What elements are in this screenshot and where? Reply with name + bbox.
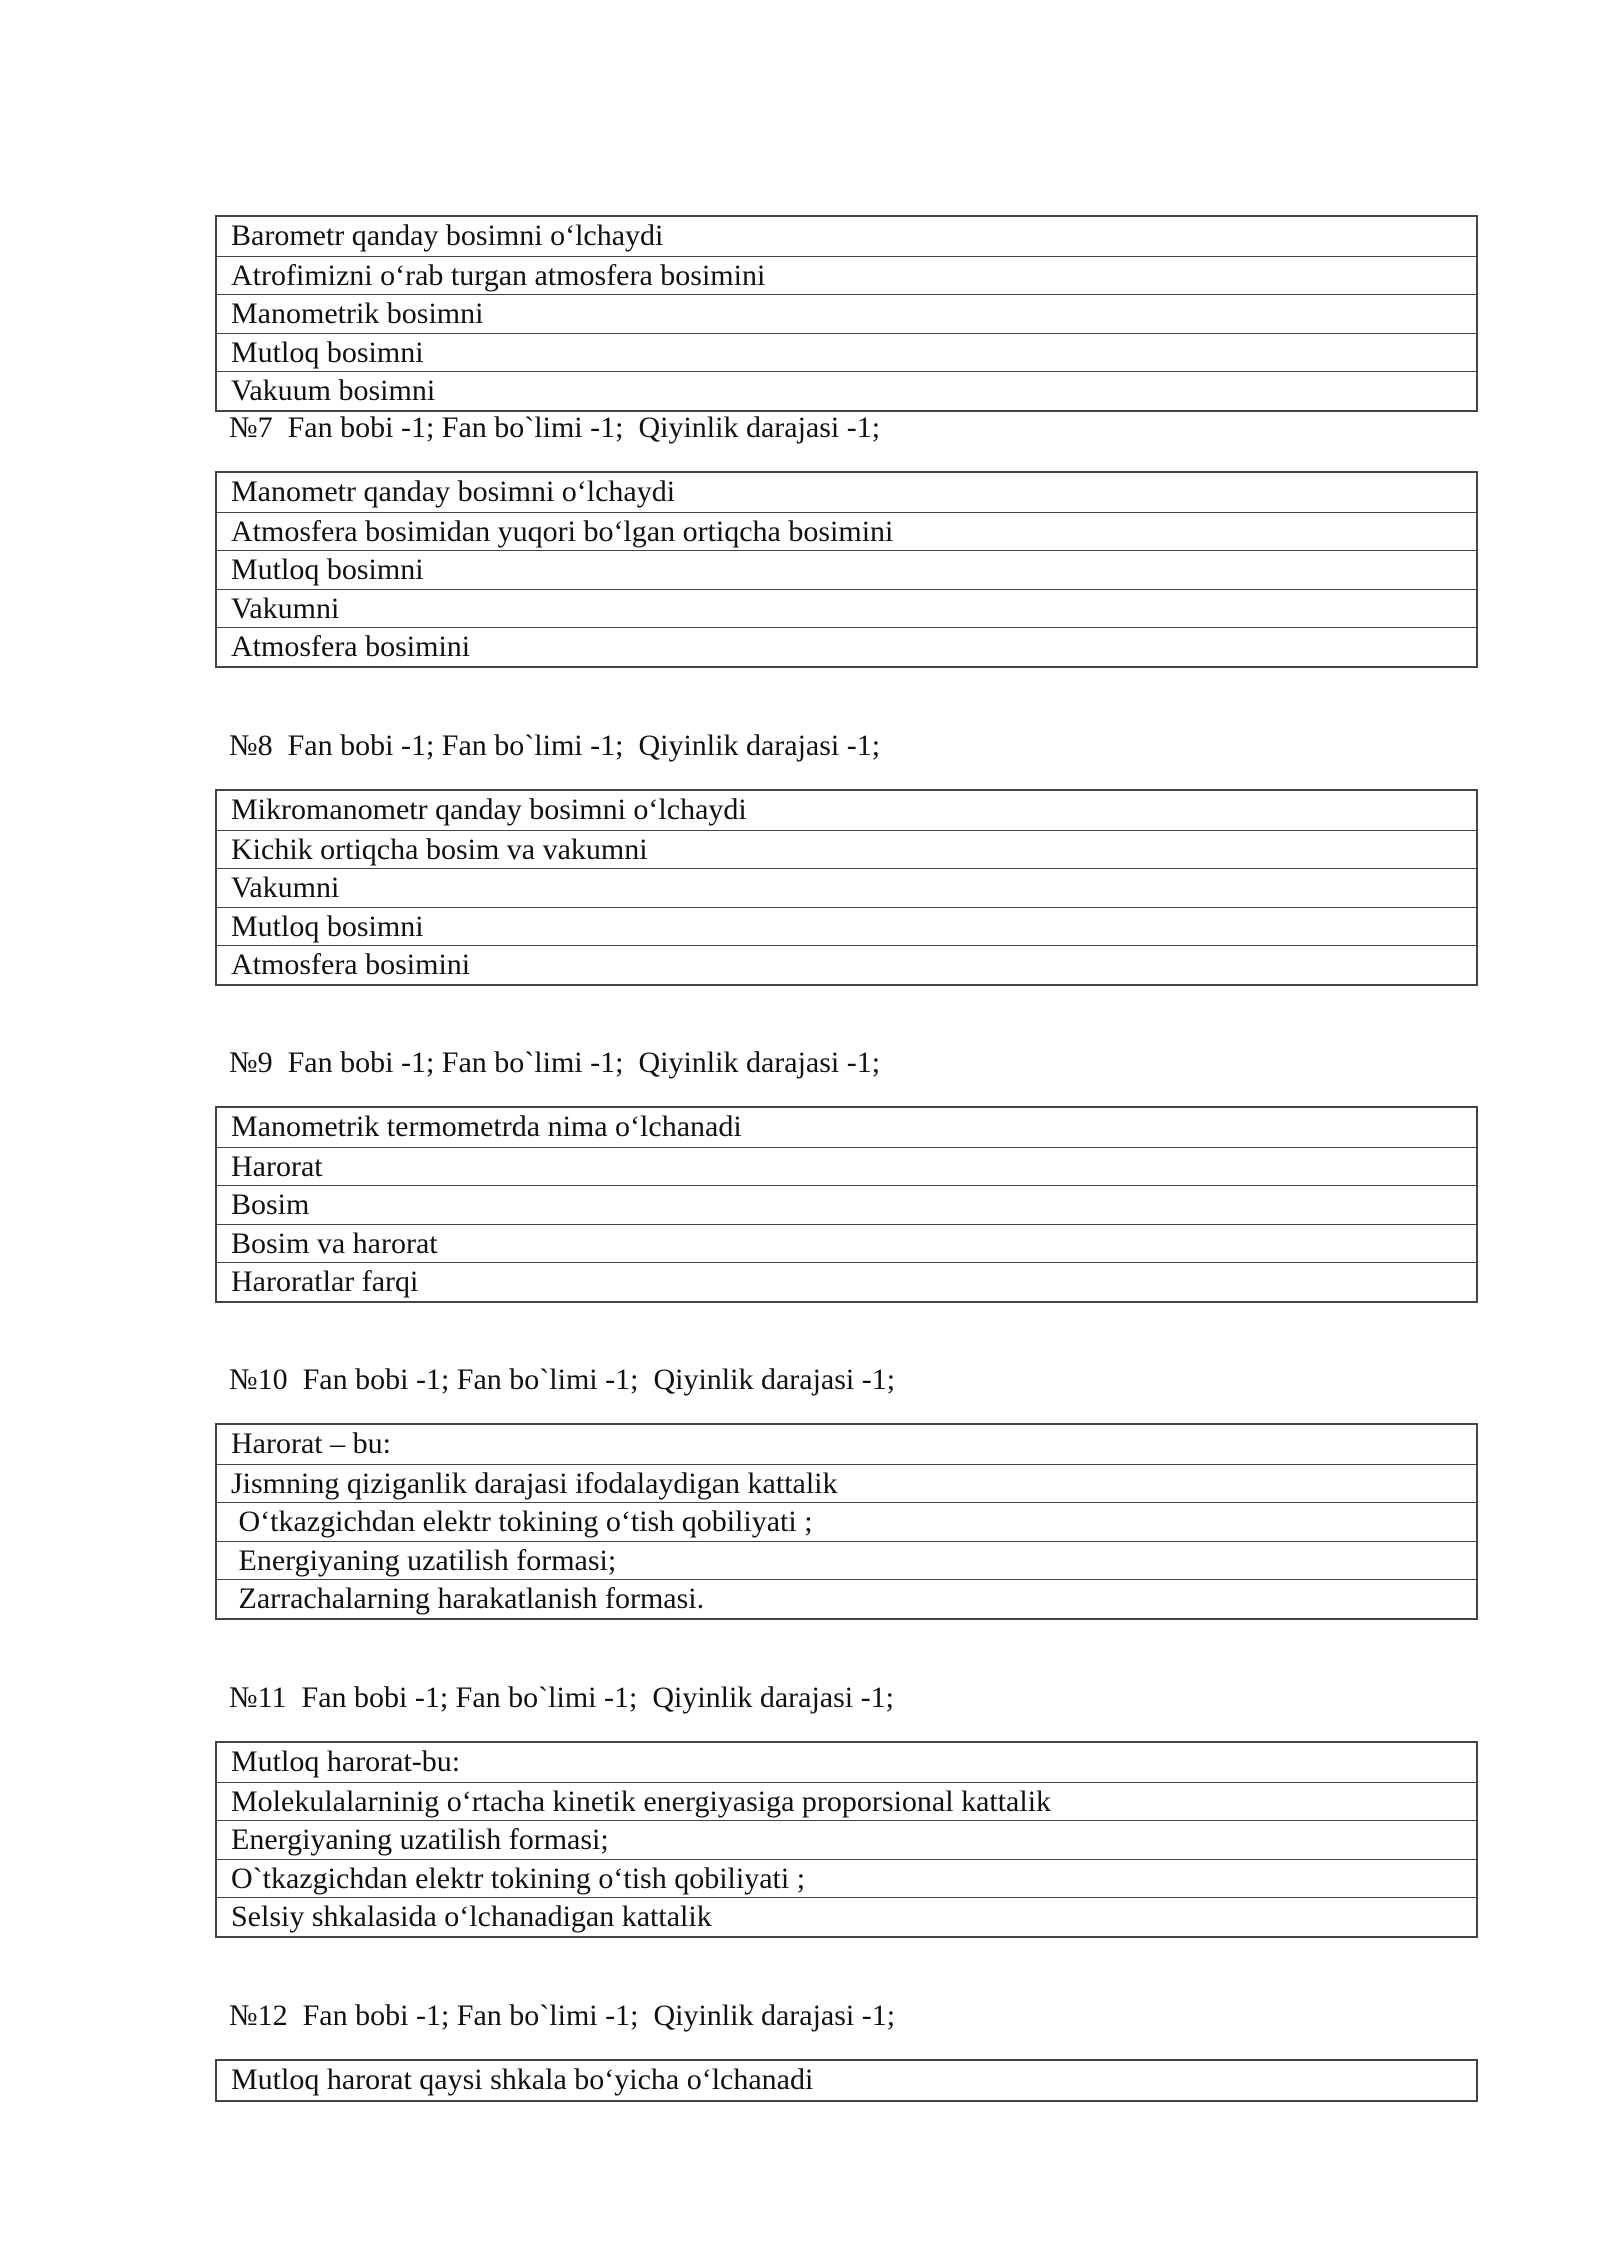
question-header-9: №9 Fan bobi -1; Fan bo`limi -1; Qiyinlik darajasi -1; [229,1046,881,1079]
answer-option: Atrofimizni o‘rab turgan atmosfera bosimini [217,256,1476,295]
question-header-11: №11 Fan bobi -1; Fan bo`limi -1; Qiyinlik darajasi -1; [229,1681,894,1714]
answer-option: Atmosfera bosimidan yuqori bo‘lgan ortiqcha bosimini [217,512,1476,551]
question-text: Barometr qanday bosimni o‘lchaydi [231,219,664,252]
answer-option: Atmosfera bosimini [217,945,1476,984]
answer-option: Atmosfera bosimini [217,627,1476,666]
question-text: Harorat – bu: [231,1427,391,1460]
answer-option: Mutloq bosimni [217,550,1476,589]
answer-option: Vakumni [217,868,1476,907]
answer-option: O‘tkazgichdan elektr tokining o‘tish qobiliyati ; [217,1502,1476,1541]
question-header-8: №8 Fan bobi -1; Fan bo`limi -1; Qiyinlik darajasi -1; [229,729,881,762]
question-text: Mutloq harorat-bu: [231,1745,461,1778]
question-header-7: №7 Fan bobi -1; Fan bo`limi -1; Qiyinlik darajasi -1; [229,411,881,444]
question-table-12 [215,2059,1478,2102]
question-table-9 [215,1106,1478,1303]
question-text: Mutloq harorat qaysi shkala bo‘yicha o‘lchanadi [231,2063,814,2096]
question-table-8 [215,789,1478,986]
answer-option: Bosim [217,1185,1476,1224]
question-text: Manometrik termometrda nima o‘lchanadi [231,1110,742,1143]
answer-option: Zarrachalarning harakatlanish formasi. [217,1579,1476,1618]
question-table-11 [215,1741,1478,1938]
answer-option: Energiyaning uzatilish formasi; [217,1541,1476,1580]
answer-option: Selsiy shkalasida o‘lchanadigan kattalik [217,1897,1476,1936]
answer-option: Mutloq bosimni [217,907,1476,946]
question-text: Mikromanometr qanday bosimni o‘lchaydi [231,793,747,826]
answer-option: Mutloq bosimni [217,333,1476,372]
answer-option: Haroratlar farqi [217,1262,1476,1301]
question-table-10 [215,1423,1478,1620]
answer-option: Bosim va harorat [217,1224,1476,1263]
answer-option: Vakumni [217,589,1476,628]
answer-option: Jismning qiziganlik darajasi ifodalaydigan kattalik [217,1464,1476,1503]
answer-option: O`tkazgichdan elektr tokining o‘tish qobiliyati ; [217,1859,1476,1898]
answer-option: Molekulalarninig o‘rtacha kinetik energiyasiga proporsional kattalik [217,1782,1476,1821]
question-table-7 [215,471,1478,668]
question-text: Manometr qanday bosimni o‘lchaydi [231,475,676,508]
answer-option: Manometrik bosimni [217,294,1476,333]
answer-option: Harorat [217,1147,1476,1186]
question-table-6 [215,215,1478,412]
answer-option: Energiyaning uzatilish formasi; [217,1820,1476,1859]
question-header-12: №12 Fan bobi -1; Fan bo`limi -1; Qiyinlik darajasi -1; [229,1999,896,2032]
answer-option: Kichik ortiqcha bosim va vakumni [217,830,1476,869]
question-header-10: №10 Fan bobi -1; Fan bo`limi -1; Qiyinlik darajasi -1; [229,1363,896,1396]
answer-option: Vakuum bosimni [217,371,1476,410]
